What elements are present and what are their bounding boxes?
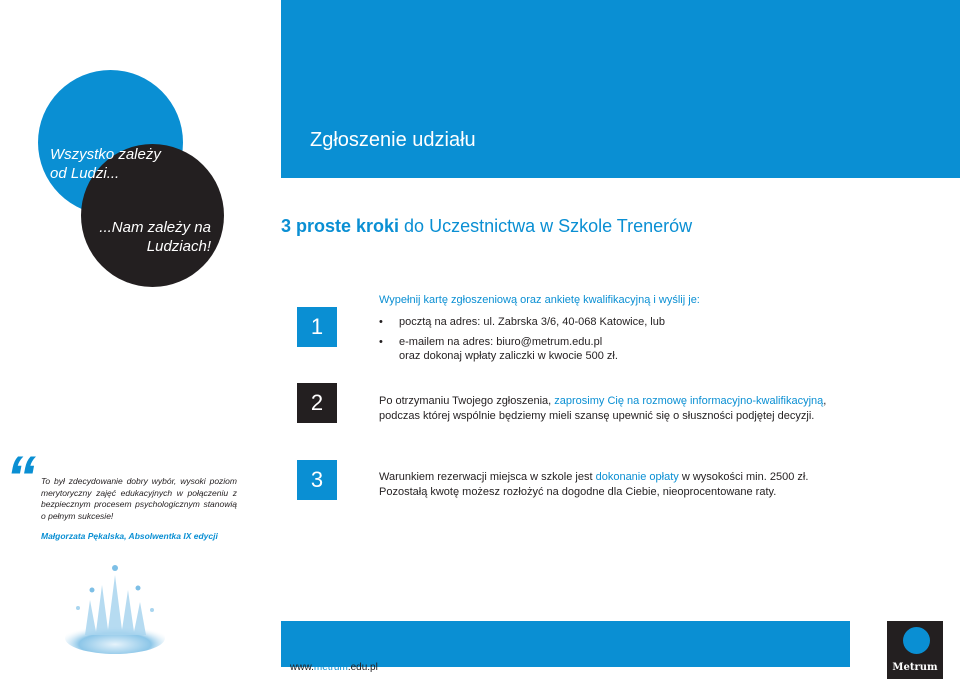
url-suffix: .edu.pl: [347, 662, 378, 673]
step-2-text: [379, 394, 849, 424]
step-3-text: [379, 470, 849, 500]
step-1-number: 1: [297, 307, 337, 347]
subtitle-bold: 3 proste kroki: [281, 216, 400, 236]
step-3-text-c: w wysokości min. 2500 zł. Pozostałą kwotę możesz rozłożyć na dogodne dla Ciebie, nieoprocentowane raty.: [379, 471, 809, 498]
step-3-text-a: Warunkiem rezerwacji miejsca w szkole jest: [379, 471, 596, 483]
water-splash-image: [60, 560, 170, 660]
page-title: Zgłoszenie udziału: [310, 129, 476, 151]
bullet: •: [379, 316, 383, 328]
bullet: •: [379, 336, 383, 348]
subtitle-rest: do Uczestnictwa w Szkole Trenerów: [399, 216, 693, 236]
step-1-heading: Wypełnij kartę zgłoszeniową oraz ankietę kwalifikacyjną i wyślij je:: [379, 294, 700, 306]
step-2-text-a: Po otrzymaniu Twojego zgłoszenia,: [379, 395, 555, 407]
slogan-bottom: ...Nam zależy na Ludziach!: [99, 219, 211, 255]
url-domain: metrum: [313, 662, 348, 673]
step-2-text-c: , podczas której wspólnie będziemy mieli szansę upewnić się o słuszności podjętej decyzji.: [379, 395, 827, 422]
section-subtitle: [281, 216, 692, 237]
logo-text: Metrum: [892, 662, 938, 673]
url-prefix: www.: [290, 662, 314, 673]
step-2-number: 2: [297, 383, 337, 423]
slogan-top: Wszystko zależy od Ludzi...: [50, 146, 161, 182]
step-3-number: 3: [297, 460, 337, 500]
step-2-highlight: zaprosimy Cię na rozmowę informacyjno-kwalifikacyjną: [554, 395, 824, 407]
quote-mark-icon: “: [6, 444, 36, 511]
footer-bar: [281, 621, 850, 667]
testimonial-quote: To był zdecydowanie dobry wybór, wysoki poziom merytoryczny zajęć edukacyjnych w połączeniu z bezpiecznym procesem psychologicznym stanowią o pełnym sukcesie!: [41, 476, 237, 521]
step-1-tail: oraz dokonaj wpłaty zaliczki w kwocie 500 zł.: [399, 350, 618, 362]
list-item: [379, 315, 665, 330]
logo-circle-icon: [903, 627, 930, 654]
testimonial-author: Małgorzata Pękalska, Absolwentka IX edycji: [41, 531, 218, 541]
list-item-text: pocztą na adres: ul. Zabrska 3/6, 40-068 Katowice, lub: [399, 316, 665, 328]
list-item-text: e-mailem na adres: biuro@metrum.edu.pl: [399, 336, 603, 348]
step-3-highlight: dokonanie opłaty: [595, 471, 679, 483]
list-item: [379, 335, 665, 350]
website-link[interactable]: [290, 662, 378, 673]
